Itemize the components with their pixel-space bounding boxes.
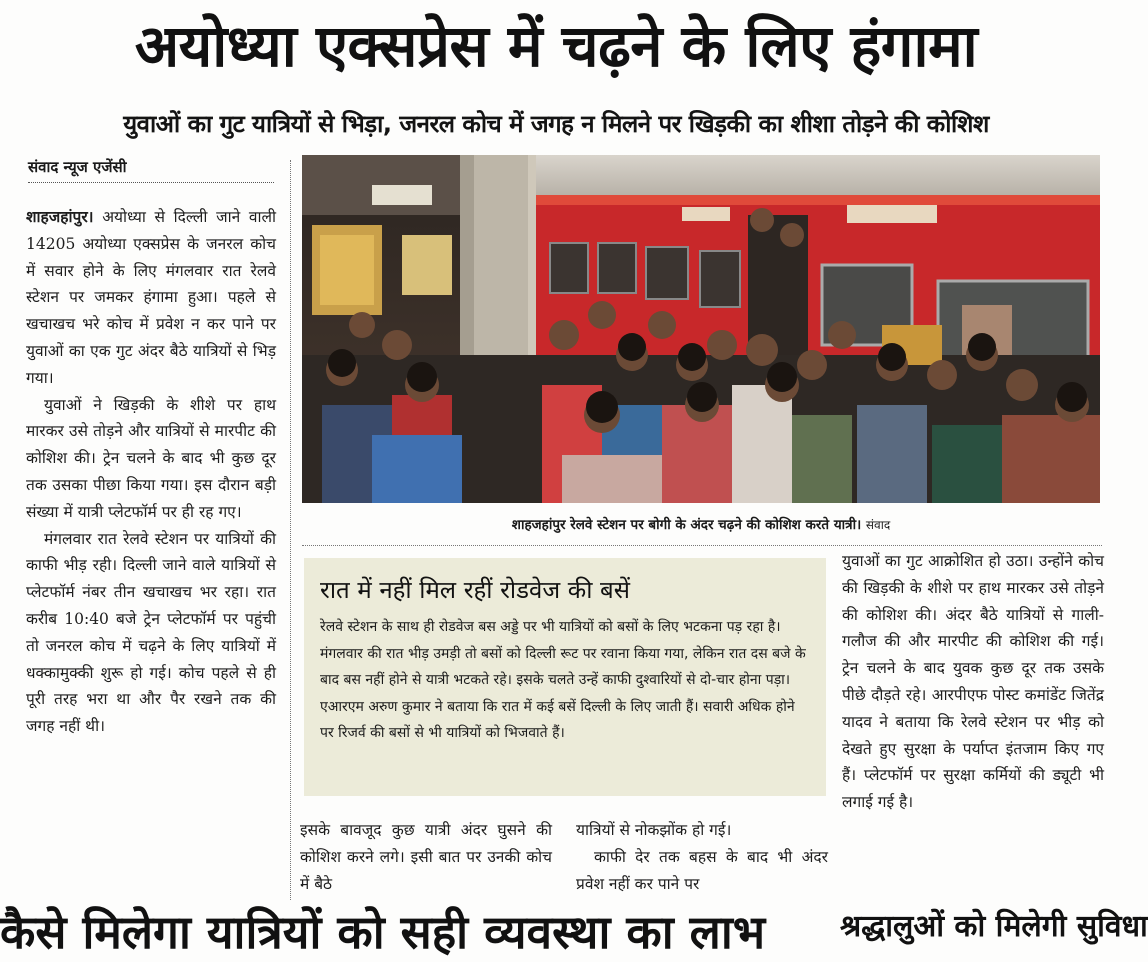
paragraph: काफी देर तक बहस के बाद भी अंदर प्रवेश नहीं कर पाने पर [576, 847, 828, 893]
crowd-at-train-illustration [302, 155, 1100, 503]
next-story-left: कैसे मिलेगा यात्रियों को सही व्यवस्था का लाभ [0, 905, 766, 959]
caption-text: शाहजहांपुर रेलवे स्टेशन पर बोगी के अंदर चढ़ने की कोशिश करते यात्री। [511, 517, 862, 533]
paragraph: मंगलवार रात रेलवे स्टेशन पर यात्रियों की काफी भीड़ रही। दिल्ली जाने वाले यात्रियों से प्लेटफॉर्म नंबर तीन खचाखच भर रहा। रात करीब 10:40 बजे ट्रेन प्लेटफॉर्म पर पहुंची तो जनरल कोच में चढ़ने के लिए यात्रियों में धक्कामुक्की शुरू हो गई। कोच पहले से ही पूरी तरह भरा था और पैर रखने तक की जगह नहीं थी। [26, 529, 276, 736]
photo-credit: संवाद [865, 518, 891, 532]
column-divider [290, 160, 291, 900]
article-column-5 [842, 548, 1104, 816]
article-column-4 [576, 817, 828, 897]
paragraph: युवाओं का गुट आक्रोशित हो उठा। उन्होंने कोच की खिड़की के शीशे पर हाथ मारकर उसे तोड़ने की कोशिश की। अंदर बैठे यात्रियों से गाली-गलौज की और मारपीट की कोशिश की गई। ट्रेन चलने के बाद युवक कुछ दूर तक उसके पीछे दौड़ते रहे। आरपीएफ पोस्ट कमांडेंट जितेंद्र यादव ने बताया कि रेलवे स्टेशन पर भीड़ को देखते हुए सुरक्षा के पर्याप्त इंतजाम किए गए हैं। प्लेटफॉर्म पर सुरक्षा कर्मियों की ड्यूटी भी लगाई गई है। [842, 552, 1104, 812]
sidebar-text: रेलवे स्टेशन के साथ ही रोडवेज बस अड्डे पर भी यात्रियों को बसों के लिए भटकना पड़ रहा है। मंगलवार की रात भीड़ उमड़ी तो बसों को दिल्ली रूट पर रवाना किया गया, लेकिन रात दस बजे के बाद बस नहीं होने से यात्री भटकते रहे। इसके चलते उन्हें काफी दुश्वारियों से दो-चार होना पड़ा। एआरएम अरुण कुमार ने बताया कि रात में कई बसें दिल्ली के लिए जाती हैं। सवारी अधिक होने पर रिजर्व की बसों से भी यात्रियों को भिजवाते हैं। [320, 619, 806, 741]
subheadline: युवाओं का गुट यात्रियों से भिड़ा, जनरल कोच में जगह न मिलने पर खिड़की का शीशा तोड़ने की कोशिश [123, 110, 989, 138]
next-story-right: श्रद्धालुओं को मिलेगी सुविधा [840, 909, 1148, 944]
news-photo [302, 155, 1100, 503]
paragraph [26, 204, 276, 392]
photo-caption [302, 510, 1100, 540]
article-column-3 [300, 817, 552, 897]
paragraph: युवाओं ने खिड़की के शीशे पर हाथ मारकर उसे तोड़ने और यात्रियों से मारपीट की कोशिश की। ट्रेन चलने के बाद भी कुछ दूर तक उसका पीछा किया गया। इस दौरान बड़ी संख्या में यात्री प्लेटफॉर्म पर ही रह गए। [26, 395, 276, 521]
paragraph: यात्रियों से नोकझोंक हो गई। [576, 821, 732, 839]
byline: संवाद न्यूज एजेंसी [28, 152, 274, 183]
next-story-headline-cropped [0, 898, 1148, 959]
headline: अयोध्या एक्सप्रेस में चढ़ने के लिए हंगामा [134, 12, 978, 80]
sidebar-box [304, 558, 826, 796]
sidebar-title: रात में नहीं मिल रहीं रोडवेज की बसें [320, 576, 630, 604]
paragraph-text: अयोध्या से दिल्ली जाने वाली 14205 अयोध्या एक्सप्रेस के जनरल कोच में सवार होने के लिए मंगलवार रात रेलवे स्टेशन पर जमकर हंगामा हुआ। पहले से खचाखच भरे कोच में प्रवेश न कर पाने पर युवाओं का एक गुट अंदर बैठे यात्रियों से भिड़ गया। [26, 208, 276, 387]
dateline: शाहजहांपुर। [26, 207, 94, 226]
section-divider [302, 545, 1102, 546]
paragraph: इसके बावजूद कुछ यात्री अंदर घुसने की कोशिश करने लगे। इसी बात पर उनकी कोच में बैठे [300, 821, 552, 893]
article-column-1 [26, 204, 276, 740]
